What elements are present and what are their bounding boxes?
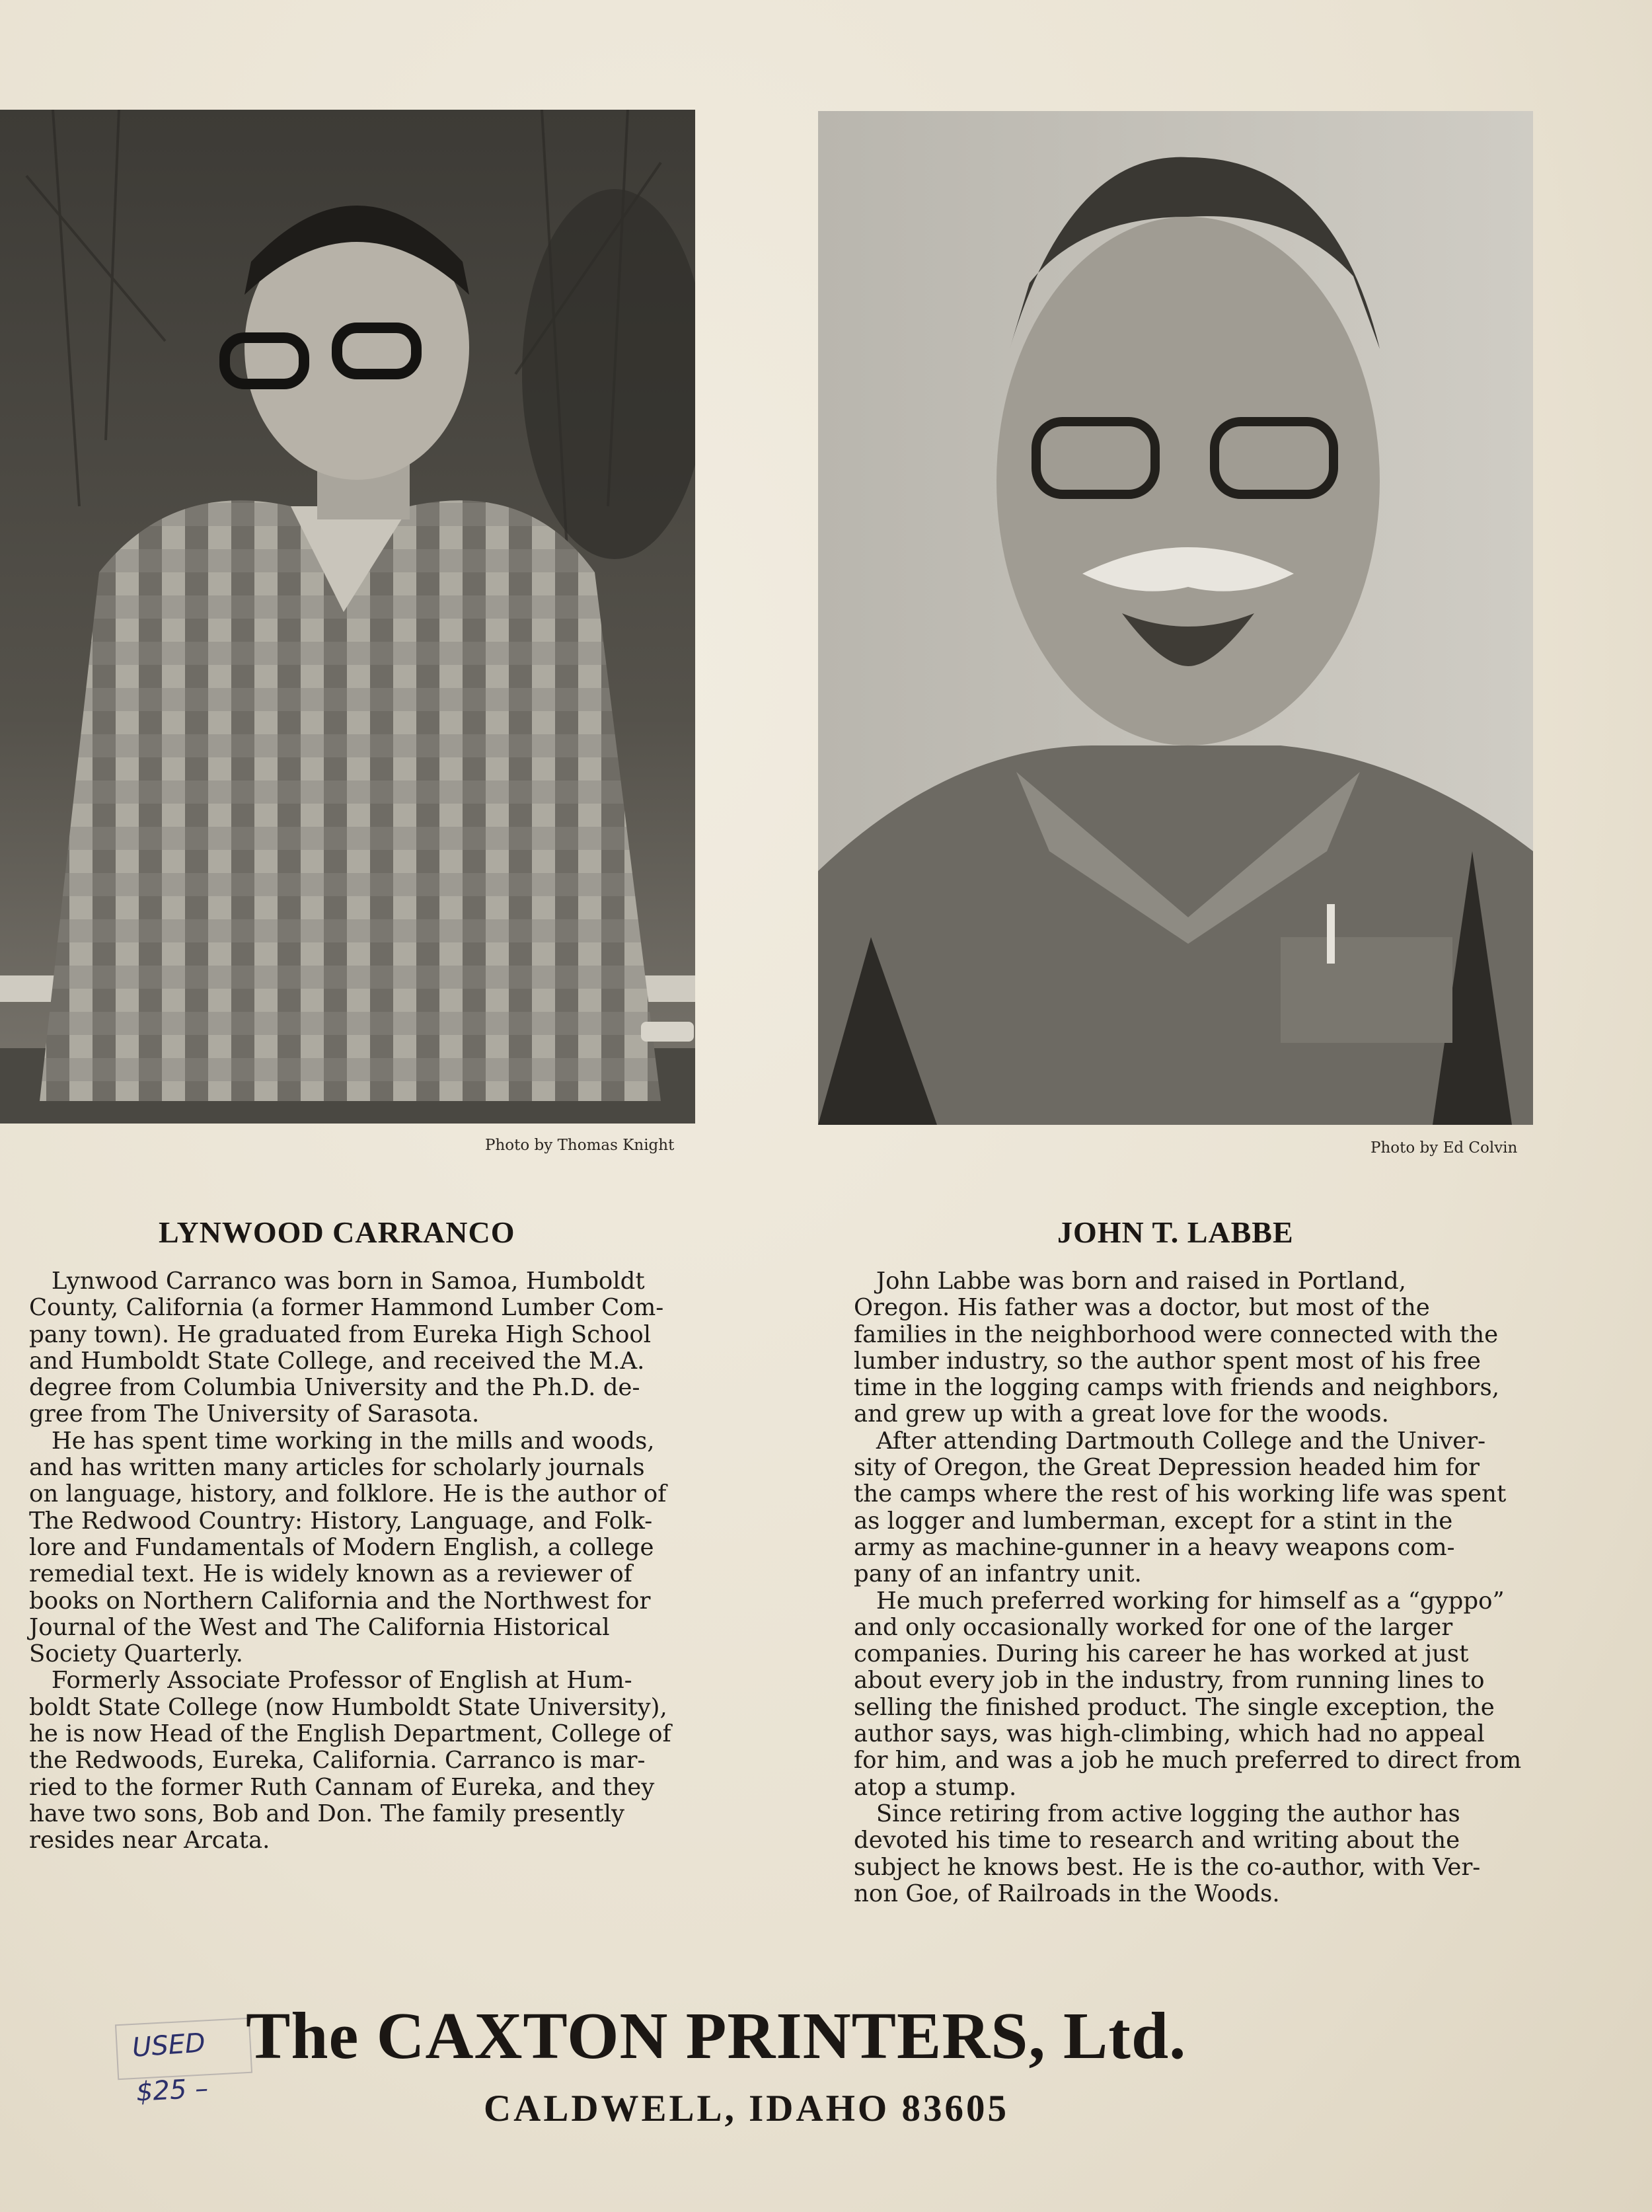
bio-line: sity of Oregon, the Great Depression headed him for: [854, 1454, 1480, 1482]
bio-line: gree from The University of Sarasota.: [29, 1400, 480, 1428]
bio-line: subject he knows best. He is the co-author, with Ver-: [854, 1853, 1481, 1881]
bio-line: lore and Fundamentals of Modern English, a college: [29, 1533, 654, 1561]
photo-lynwood-carranco: [0, 110, 695, 1124]
bio-line: Formerly Associate Professor of English at Hum-: [29, 1667, 632, 1695]
publisher-address: CALDWELL, IDAHO 83605: [484, 2088, 1009, 2129]
author-name-left: LYNWOOD CARRANCO: [159, 1215, 515, 1249]
portrait-man-plaid-shirt-image: [0, 110, 695, 1124]
bio-line: pany of an infantry unit.: [854, 1560, 1142, 1588]
bio-line: degree from Columbia University and the Ph.D. de-: [29, 1374, 640, 1402]
bio-line: books on Northern California and the Northwest for: [29, 1587, 651, 1615]
bio-line: devoted his time to research and writing about the: [854, 1827, 1460, 1854]
photo-credit-left: Photo by Thomas Knight: [485, 1137, 675, 1154]
bio-line: selling the finished product. The single exception, the: [854, 1693, 1495, 1721]
bio-line: and has written many articles for scholarly journals: [29, 1454, 645, 1482]
bio-line: atop a stump.: [854, 1773, 1017, 1801]
bio-line: Since retiring from active logging the author has: [854, 1800, 1460, 1827]
bio-line: families in the neighborhood were connected with the: [854, 1320, 1499, 1348]
bio-line: County, California (a former Hammond Lumber Com-: [29, 1294, 664, 1322]
bio-line: pany town). He graduated from Eureka High School: [29, 1320, 652, 1348]
bio-line: Lynwood Carranco was born in Samoa, Humboldt: [29, 1268, 645, 1295]
bio-line: about every job in the industry, from running lines to: [854, 1667, 1485, 1695]
bio-line: and only occasionally worked for one of the larger: [854, 1613, 1453, 1641]
bio-line: time in the logging camps with friends and neighbors,: [854, 1374, 1499, 1402]
bio-line: John Labbe was born and raised in Portland,: [854, 1268, 1406, 1295]
bio-line: The Redwood Country: History, Language, and Folk-: [29, 1507, 653, 1535]
bio-line: and Humboldt State College, and received the M.A.: [29, 1347, 645, 1375]
bio-line: for him, and was a job he much preferred to direct from: [854, 1747, 1522, 1774]
bio-line: After attending Dartmouth College and the Univer-: [854, 1427, 1486, 1455]
portrait-man-mustache-image: [818, 111, 1533, 1125]
bio-line: Oregon. His father was a doctor, but most of the: [854, 1294, 1430, 1322]
bio-line: on language, history, and folklore. He is the author of: [29, 1480, 667, 1508]
bio-line: and grew up with a great love for the woods.: [854, 1400, 1389, 1428]
bio-line: Society Quarterly.: [29, 1640, 243, 1668]
bio-line: He much preferred working for himself as a “gyppo”: [854, 1587, 1505, 1615]
author-bio-right: [854, 1268, 1534, 1907]
photo-john-labbe: [818, 111, 1533, 1125]
bio-line: boldt State College (now Humboldt State University),: [29, 1693, 667, 1721]
price-tag-used: USED: [131, 2028, 207, 2063]
price-tag-amount: $25 –: [135, 2073, 209, 2108]
bio-line: companies. During his career he has worked at just: [854, 1640, 1469, 1668]
bio-line: remedial text. He is widely known as a reviewer of: [29, 1560, 632, 1588]
bio-line: ried to the former Ruth Cannam of Eureka, and they: [29, 1773, 655, 1801]
bio-line: he is now Head of the English Department, College of: [29, 1720, 671, 1748]
bio-line: resides near Arcata.: [29, 1827, 270, 1854]
bio-line: author says, was high-climbing, which had no appeal: [854, 1720, 1485, 1748]
bio-line: He has spent time working in the mills and woods,: [29, 1427, 655, 1455]
bio-line: have two sons, Bob and Don. The family presently: [29, 1800, 625, 1827]
photo-credit-right: Photo by Ed Colvin: [1370, 1139, 1518, 1157]
bio-line: the camps where the rest of his working life was spent: [854, 1480, 1507, 1508]
bio-line: Journal of the West and The California Historical: [29, 1613, 610, 1641]
bio-line: army as machine-gunner in a heavy weapons com-: [854, 1533, 1455, 1561]
bio-line: as logger and lumberman, except for a stint in the: [854, 1507, 1453, 1535]
author-bio-left: [29, 1268, 696, 1854]
author-name-right: JOHN T. LABBE: [1057, 1215, 1294, 1249]
bio-line: lumber industry, so the author spent most of his free: [854, 1347, 1481, 1375]
bio-line: the Redwoods, Eureka, California. Carranco is mar-: [29, 1747, 646, 1774]
publisher-name: The CAXTON PRINTERS, Ltd.: [246, 1999, 1187, 2073]
bio-line: non Goe, of Railroads in the Woods.: [854, 1880, 1280, 1907]
